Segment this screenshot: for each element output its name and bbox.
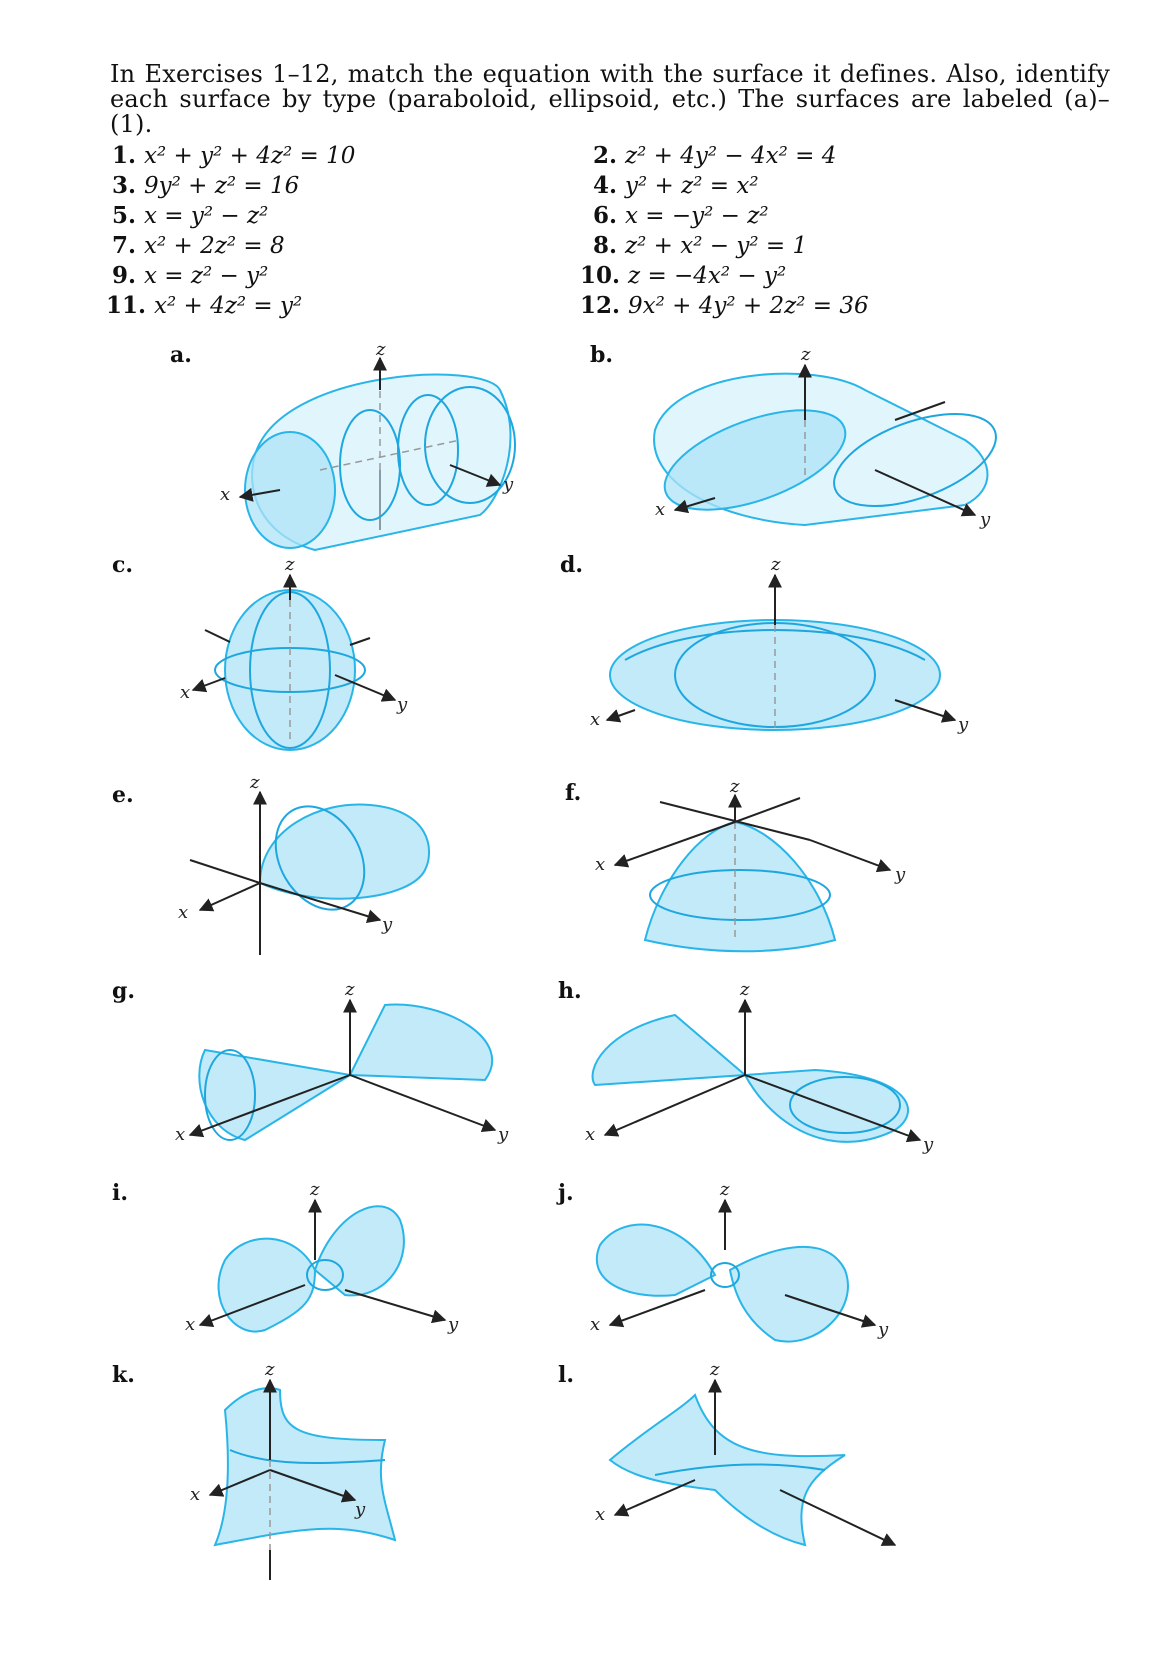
cylinder-front-cap	[245, 432, 335, 548]
y-axis-label: y	[895, 864, 906, 885]
y-axis-label: y	[382, 914, 393, 935]
exercise-10: 10. z = −4x² − y²	[580, 262, 787, 289]
surface-figure-c	[180, 554, 425, 760]
exercise-6: 6. x = −y² − z²	[593, 202, 769, 229]
y-axis-label: y	[397, 694, 408, 715]
surface-figure-k	[185, 1359, 445, 1580]
surface-figure-b	[635, 344, 1035, 540]
surface-figure-l	[585, 1359, 945, 1580]
exercise-9: 9. x = z² − y²	[112, 262, 269, 289]
x-axis-label: x	[595, 1504, 606, 1525]
x-axis-label: x	[590, 1314, 601, 1335]
hyperboloid-right	[730, 1247, 848, 1342]
z-axis-label: z	[730, 776, 740, 797]
panel-label-j: j.	[558, 1180, 574, 1206]
panel-label-d: d.	[560, 552, 584, 578]
exercise-3: 3. 9y² + z² = 16	[112, 172, 300, 199]
z-axis-label: z	[376, 339, 386, 360]
saddle-surface	[215, 1388, 395, 1545]
y-axis-label: y	[878, 1319, 889, 1340]
surface-figure-i	[185, 1179, 485, 1360]
x-axis-label: x	[180, 682, 191, 703]
z-axis-label: z	[710, 1359, 720, 1380]
panel-label-c: c.	[112, 552, 134, 578]
exercise-7: 7. x² + 2z² = 8	[112, 232, 285, 259]
z-axis-label: z	[801, 344, 811, 365]
saddle-surface	[610, 1395, 845, 1545]
exercise-5: 5. x = y² − z²	[112, 202, 269, 229]
y-axis-label: y	[448, 1314, 459, 1335]
hyperboloid-left	[597, 1225, 715, 1296]
panel-label-h: h.	[558, 978, 582, 1004]
x-axis-label: x	[595, 854, 606, 875]
cone-front-nappe	[199, 1050, 350, 1140]
y-axis-label: y	[958, 714, 969, 735]
cone-back-nappe	[350, 1005, 492, 1080]
exercise-2: 2. z² + 4y² − 4x² = 4	[593, 142, 837, 169]
paraboloid-body	[260, 804, 429, 898]
surface-figure-d	[590, 554, 995, 760]
z-axis-label: z	[310, 1179, 320, 1200]
x-axis-label: x	[585, 1124, 596, 1145]
x-axis-label: x	[190, 1484, 201, 1505]
panel-label-i: i.	[112, 1180, 129, 1206]
z-axis-label: z	[285, 554, 295, 575]
exercise-11: 11. x² + 4z² = y²	[106, 292, 303, 319]
z-axis-label: z	[771, 554, 781, 575]
surface-figure-f	[595, 776, 940, 960]
paraboloid-body	[645, 822, 835, 951]
x-axis-label: x	[655, 499, 666, 520]
panel-label-k: k.	[112, 1362, 135, 1388]
panel-label-g: g.	[112, 978, 136, 1004]
z-axis-label: z	[345, 979, 355, 1000]
surface-figure-h	[585, 979, 965, 1170]
z-axis-label: z	[740, 979, 750, 1000]
surface-figure-e	[170, 772, 450, 960]
panel-label-e: e.	[112, 782, 134, 808]
panel-label-f: f.	[565, 780, 582, 806]
exercise-12: 12. 9x² + 4y² + 2z² = 36	[580, 292, 869, 319]
hyperboloid-front	[219, 1239, 315, 1332]
panel-label-l: l.	[558, 1362, 575, 1388]
exercise-8: 8. z² + x² − y² = 1	[593, 232, 808, 259]
x-axis-label: x	[185, 1314, 196, 1335]
y-axis-label: y	[503, 474, 514, 495]
y-axis-label: y	[980, 509, 991, 530]
y-axis-label: y	[498, 1124, 509, 1145]
x-axis-label: x	[590, 709, 601, 730]
y-axis-label: y	[355, 1499, 366, 1520]
z-axis-label: z	[250, 772, 260, 793]
surface-figure-a	[200, 339, 540, 550]
z-axis-label: z	[265, 1359, 275, 1380]
x-axis-label: x	[220, 484, 231, 505]
panel-label-a: a.	[170, 342, 192, 368]
y-axis-label: y	[923, 1134, 934, 1155]
x-axis-label: x	[178, 902, 189, 923]
x-axis-label: x	[175, 1124, 186, 1145]
hyperboloid-back	[315, 1206, 404, 1295]
instructions-text: In Exercises 1–12, match the equation with the surface it defines. Also, identify each surface by type (paraboloid, ellipsoid, etc.) The surfaces are labeled (a)–(1).	[110, 60, 1110, 138]
z-axis-label: z	[720, 1179, 730, 1200]
panel-label-b: b.	[590, 342, 614, 368]
surface-figure-g	[175, 979, 545, 1170]
exercise-4: 4. y² + z² = x²	[593, 172, 759, 199]
cone-back-nappe	[593, 1015, 745, 1085]
exercise-1: 1. x² + y² + 4z² = 10	[112, 142, 356, 169]
surface-figure-j	[585, 1179, 925, 1360]
